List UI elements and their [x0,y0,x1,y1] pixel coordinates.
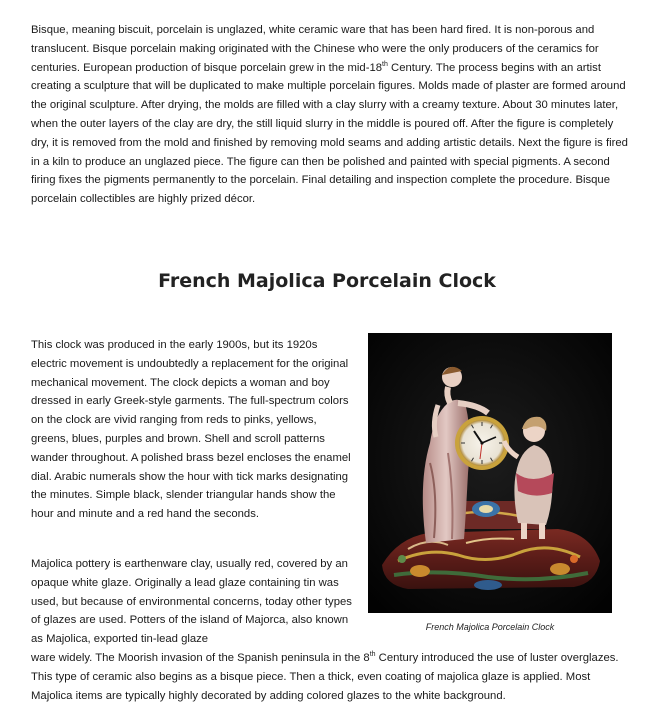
majolica-text-b: Century introduced the use of luster overglazes. This type of ceramic also begins as a bisque piece. Then a thick, even coating of majolica glaze is applied. Most Majolica items are typically highly decorated by adding colored glazes to the white background. [31,652,619,702]
clock-paragraph: This clock was produced in the early 1900s, but its 1920s electric movement is undoubtedly a replacement for the original mechanical movement. The clock depicts a woman and boy dressed in early Greek-style garments. The full-spectrum colors on the clock are vivid ranging from reds to pinks, yellows, greens, blues, purples and brown. Shell and scroll patterns wander throughout. A polished brass bezel encloses the enamel dial. Arabic numerals show the hour with tick marks designating the minutes. Simple black, slender triangular hands show the hour and minute and a red hand the seconds. [31,339,351,521]
majolica-paragraph-part1: Majolica pottery is earthenware clay, usually red, covered by an opaque white glaze. Originally a lead glaze containing tin was used, but because of environmental concerns, today other types of glazes are used. Potters of the island of Majorca, also known as Majolica, exported tin-lead glaze [31,558,352,646]
clock-photo [368,333,612,613]
intro-text-part1: Bisque, meaning biscuit, porcelain is unglazed, white ceramic ware that has been hard fired. It is non-porous and translucent. Bisque porcelain making originated with the Chinese who were the only producers of the ceramics for centuries. European production of bisque porcelain grew in the mid-18 [31,24,599,74]
photo-caption: French Majolica Porcelain Clock [425,622,555,632]
majolica-paragraph-part2 [31,649,631,705]
majolica-text-a: ware widely. The Moorish invasion of the Spanish peninsula in the 8 [31,652,370,664]
intro-text-part2: Century. The process begins with an artist creating a sculpture that will be duplicated to make multiple porcelain figures. Molds made of plaster are formed around the original sculpture. After drying, the molds are filled with a clay slurry with a creamy texture. About 30 minutes later, when the outer layers of the clay are dry, the still liquid slurry in the middle is poured off. After the figure is completely dry, it is removed from the mold and finished by removing mold seams and adding artistic details. Next the figure is fired in a kiln to produce an unglazed piece. The figure can then be polished and painted with special pigments. A second firing fixes the pigments permanently to the porcelain. Final detailing and inspection complete the procedure. Bisque porcelain collectibles are highly prized décor. [31,61,628,206]
intro-paragraph [31,21,631,209]
majolica-superscript: th [369,651,376,659]
intro-superscript: th [382,60,388,68]
section-title: French Majolica Porcelain Clock [158,270,496,292]
